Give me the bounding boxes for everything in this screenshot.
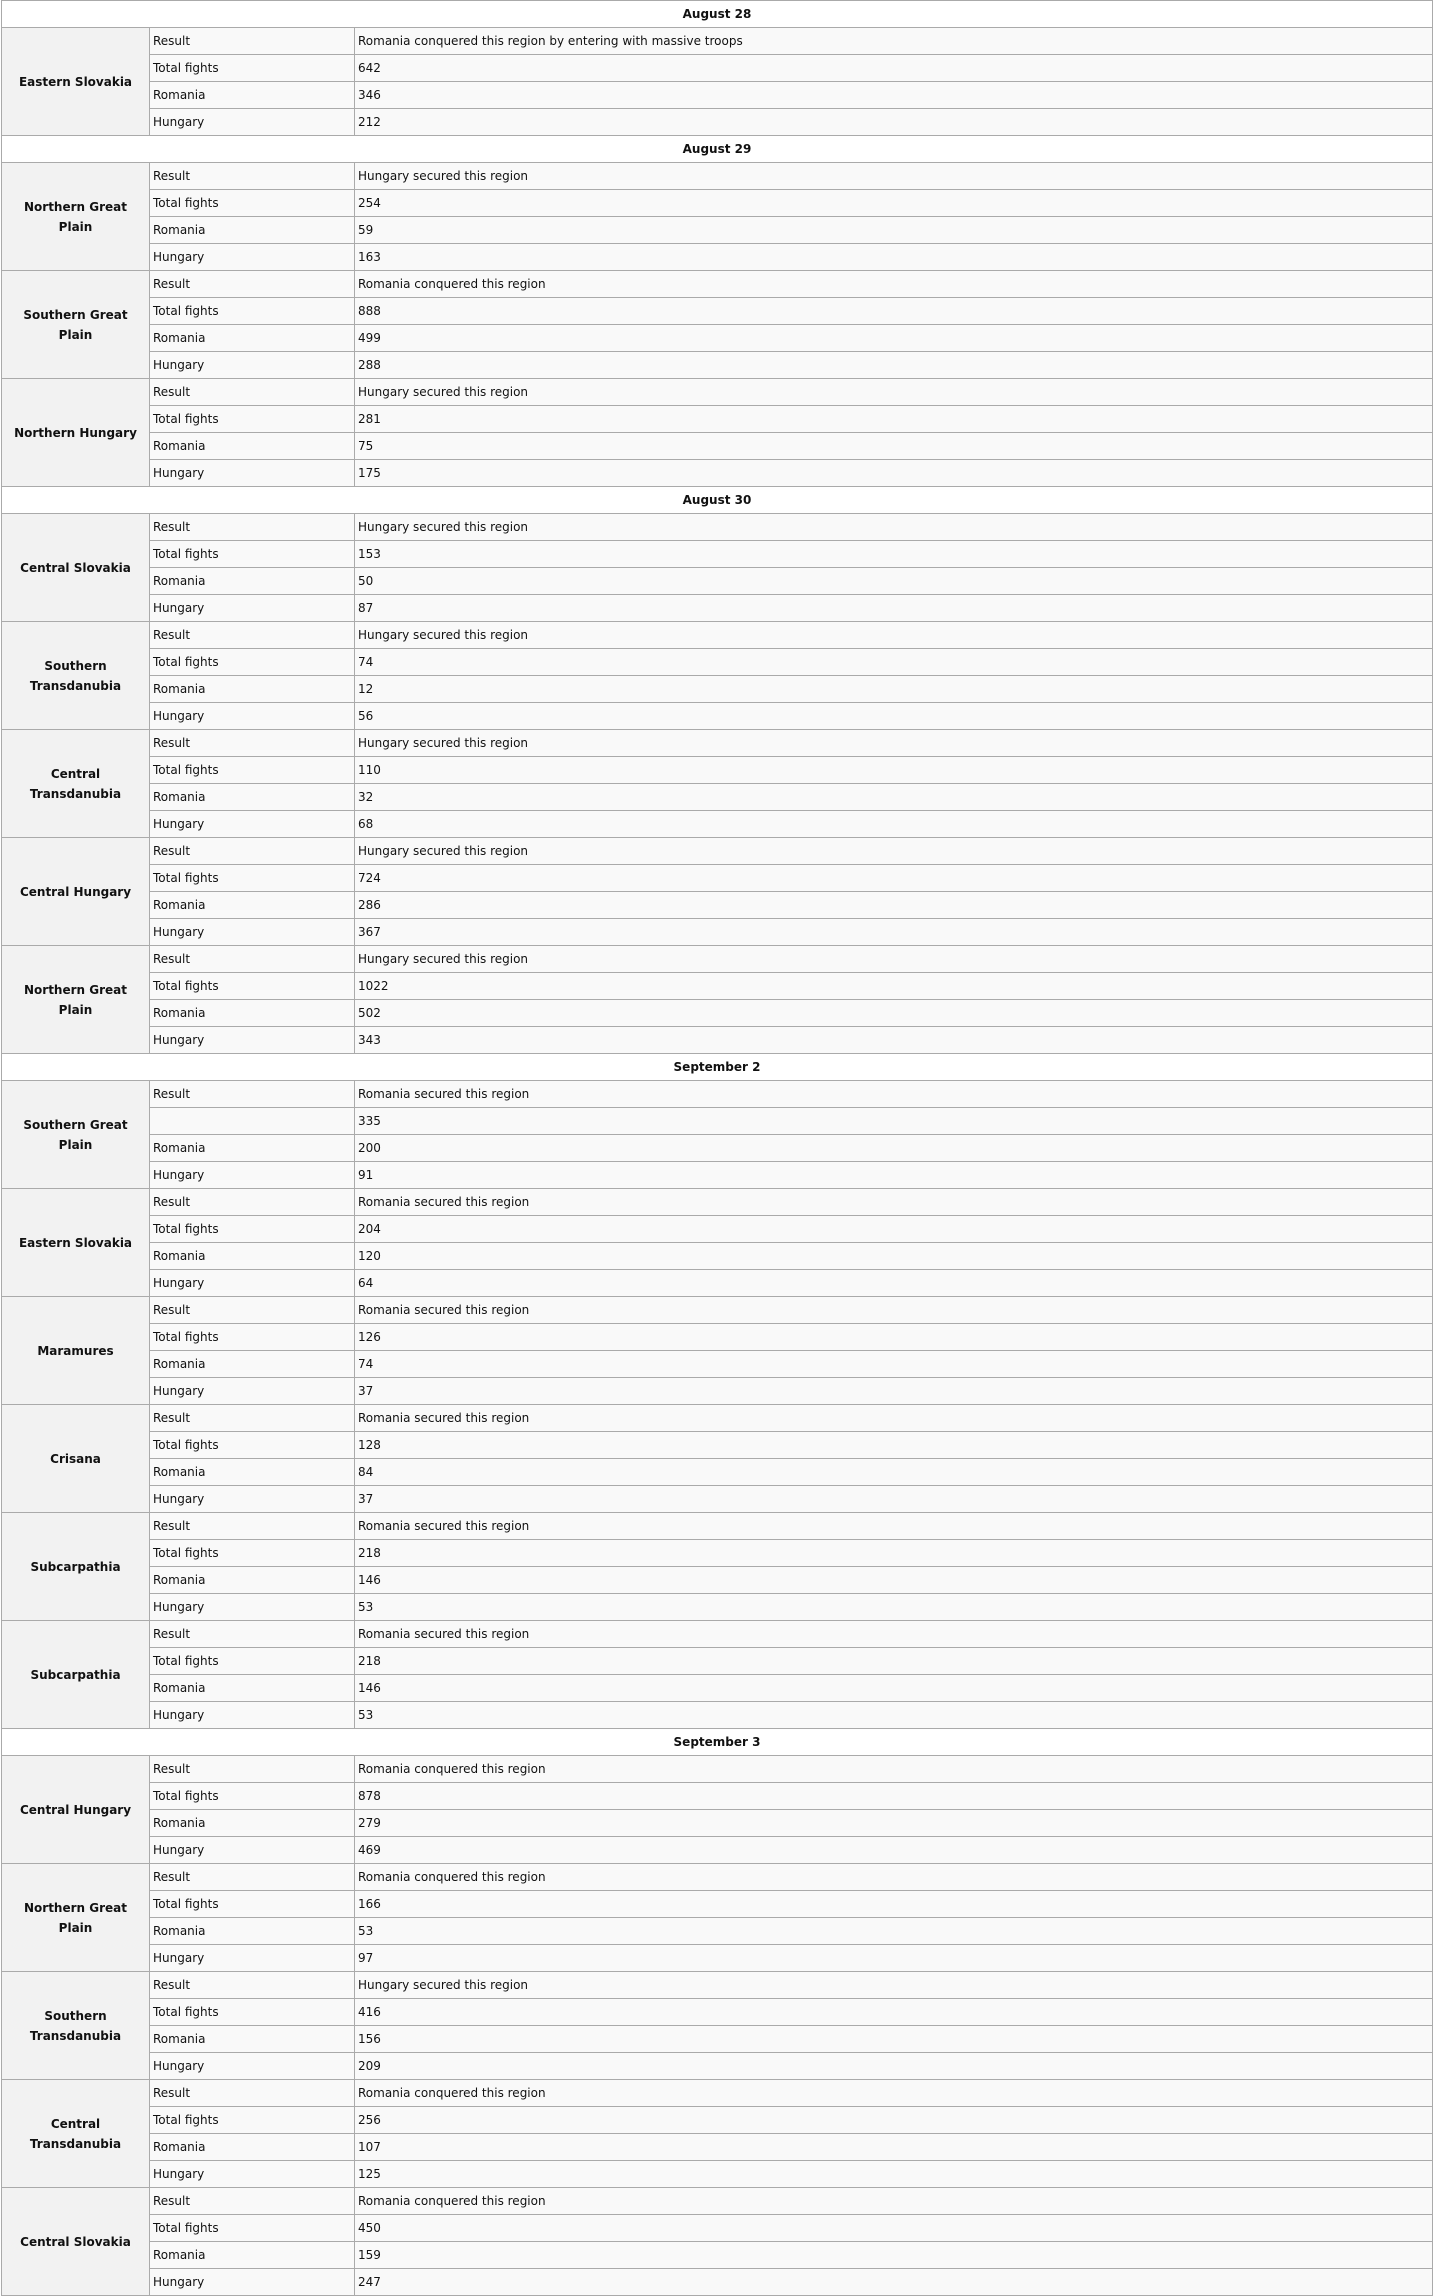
table-row — [2, 460, 1433, 487]
row-value: 37 — [355, 1486, 1433, 1513]
row-value: Romania conquered this region — [355, 2188, 1433, 2215]
row-value: 469 — [355, 1837, 1433, 1864]
row-value: 450 — [355, 2215, 1433, 2242]
row-label: Total fights — [150, 2107, 355, 2134]
row-value: 50 — [355, 568, 1433, 595]
row-value: 286 — [355, 892, 1433, 919]
table-row — [2, 973, 1433, 1000]
row-value: 281 — [355, 406, 1433, 433]
day-header-row — [2, 136, 1433, 163]
table-row — [2, 1891, 1433, 1918]
row-value: 878 — [355, 1783, 1433, 1810]
region-name: Northern Great Plain — [2, 946, 150, 1054]
row-label: Total fights — [150, 2215, 355, 2242]
table-row — [2, 28, 1433, 55]
row-label: Result — [150, 1756, 355, 1783]
table-row — [2, 2107, 1433, 2134]
table-row — [2, 811, 1433, 838]
row-label: Total fights — [150, 298, 355, 325]
row-label: Result — [150, 2188, 355, 2215]
table-row — [2, 55, 1433, 82]
row-value: 367 — [355, 919, 1433, 946]
row-value: Romania conquered this region — [355, 271, 1433, 298]
row-label: Total fights — [150, 55, 355, 82]
day-header-row — [2, 1729, 1433, 1756]
row-value: 37 — [355, 1378, 1433, 1405]
row-label: Hungary — [150, 1270, 355, 1297]
table-row — [2, 838, 1433, 865]
row-label: Hungary — [150, 1378, 355, 1405]
row-label: Romania — [150, 1918, 355, 1945]
row-value: 204 — [355, 1216, 1433, 1243]
row-value: 218 — [355, 1540, 1433, 1567]
region-name: Subcarpathia — [2, 1513, 150, 1621]
region-name: Northern Great Plain — [2, 1864, 150, 1972]
row-value: 56 — [355, 703, 1433, 730]
table-row — [2, 1108, 1433, 1135]
row-label: Hungary — [150, 919, 355, 946]
region-name: Central Slovakia — [2, 2188, 150, 2296]
row-value: 1022 — [355, 973, 1433, 1000]
table-row — [2, 2188, 1433, 2215]
region-name: Northern Hungary — [2, 379, 150, 487]
row-value: Hungary secured this region — [355, 163, 1433, 190]
row-label: Total fights — [150, 1432, 355, 1459]
table-row — [2, 1297, 1433, 1324]
row-label: Romania — [150, 1351, 355, 1378]
table-row — [2, 1540, 1433, 1567]
row-value: Hungary secured this region — [355, 379, 1433, 406]
row-label: Total fights — [150, 190, 355, 217]
table-row — [2, 1756, 1433, 1783]
row-label: Romania — [150, 2026, 355, 2053]
row-label: Hungary — [150, 1027, 355, 1054]
row-label: Romania — [150, 1243, 355, 1270]
table-row — [2, 2053, 1433, 2080]
region-name: Northern Great Plain — [2, 163, 150, 271]
table-row — [2, 1783, 1433, 1810]
row-value: 64 — [355, 1270, 1433, 1297]
row-label: Result — [150, 946, 355, 973]
row-label: Total fights — [150, 1999, 355, 2026]
day-heading: September 2 — [2, 1054, 1433, 1081]
row-value: 642 — [355, 55, 1433, 82]
table-row — [2, 1081, 1433, 1108]
row-label: Result — [150, 514, 355, 541]
row-label: Total fights — [150, 649, 355, 676]
row-value: 87 — [355, 595, 1433, 622]
row-value: 346 — [355, 82, 1433, 109]
row-value: 209 — [355, 2053, 1433, 2080]
region-name: Eastern Slovakia — [2, 28, 150, 136]
row-label: Result — [150, 730, 355, 757]
row-value: 256 — [355, 2107, 1433, 2134]
row-label: Total fights — [150, 1324, 355, 1351]
table-row — [2, 2026, 1433, 2053]
row-label: Result — [150, 1864, 355, 1891]
region-name: Subcarpathia — [2, 1621, 150, 1729]
table-row — [2, 379, 1433, 406]
row-value: 125 — [355, 2161, 1433, 2188]
row-value: 146 — [355, 1675, 1433, 1702]
row-value: 128 — [355, 1432, 1433, 1459]
row-label: Hungary — [150, 2161, 355, 2188]
row-label: Hungary — [150, 1702, 355, 1729]
row-value: Romania secured this region — [355, 1081, 1433, 1108]
row-value: 74 — [355, 649, 1433, 676]
table-row — [2, 1405, 1433, 1432]
row-label: Hungary — [150, 460, 355, 487]
row-label: Result — [150, 838, 355, 865]
region-name: Central Hungary — [2, 838, 150, 946]
table-row — [2, 946, 1433, 973]
row-value: Hungary secured this region — [355, 946, 1433, 973]
row-label: Romania — [150, 325, 355, 352]
row-value: 91 — [355, 1162, 1433, 1189]
row-label: Romania — [150, 1675, 355, 1702]
table-row — [2, 919, 1433, 946]
table-row — [2, 1702, 1433, 1729]
battle-results-body — [2, 1, 1433, 2296]
row-label: Romania — [150, 1135, 355, 1162]
table-row — [2, 298, 1433, 325]
row-value: Romania conquered this region — [355, 1756, 1433, 1783]
row-value: 279 — [355, 1810, 1433, 1837]
table-row — [2, 541, 1433, 568]
row-label: Romania — [150, 1459, 355, 1486]
row-value: Hungary secured this region — [355, 622, 1433, 649]
table-row — [2, 892, 1433, 919]
region-name: Crisana — [2, 1405, 150, 1513]
table-row — [2, 514, 1433, 541]
row-label: Romania — [150, 1810, 355, 1837]
table-row — [2, 1459, 1433, 1486]
table-row — [2, 2161, 1433, 2188]
day-heading: August 28 — [2, 1, 1433, 28]
table-row — [2, 1513, 1433, 1540]
region-name: Southern Transdanubia — [2, 1972, 150, 2080]
row-value: Romania conquered this region — [355, 1864, 1433, 1891]
table-row — [2, 1864, 1433, 1891]
row-label: Result — [150, 1621, 355, 1648]
row-value: Romania secured this region — [355, 1297, 1433, 1324]
row-label: Hungary — [150, 1162, 355, 1189]
row-value: Romania conquered this region by entering with massive troops — [355, 28, 1433, 55]
row-label: Hungary — [150, 595, 355, 622]
row-label: Result — [150, 1189, 355, 1216]
day-header-row — [2, 1, 1433, 28]
row-value: 12 — [355, 676, 1433, 703]
table-row — [2, 1378, 1433, 1405]
region-name: Central Transdanubia — [2, 2080, 150, 2188]
row-value: Hungary secured this region — [355, 838, 1433, 865]
row-label: Result — [150, 271, 355, 298]
row-label: Result — [150, 1081, 355, 1108]
row-value: 120 — [355, 1243, 1433, 1270]
row-label: Result — [150, 1972, 355, 1999]
row-value: 218 — [355, 1648, 1433, 1675]
row-label: Total fights — [150, 541, 355, 568]
table-row — [2, 109, 1433, 136]
row-value: 416 — [355, 1999, 1433, 2026]
region-name: Maramures — [2, 1297, 150, 1405]
row-value: Hungary secured this region — [355, 1972, 1433, 1999]
row-label: Result — [150, 28, 355, 55]
row-label: Hungary — [150, 1945, 355, 1972]
table-row — [2, 1000, 1433, 1027]
row-label: Total fights — [150, 1891, 355, 1918]
table-row — [2, 217, 1433, 244]
row-value: 163 — [355, 244, 1433, 271]
row-label: Hungary — [150, 109, 355, 136]
table-row — [2, 1594, 1433, 1621]
table-row — [2, 1648, 1433, 1675]
row-label — [150, 1108, 355, 1135]
table-row — [2, 1972, 1433, 1999]
row-value: 159 — [355, 2242, 1433, 2269]
row-value: 97 — [355, 1945, 1433, 1972]
row-label: Result — [150, 1297, 355, 1324]
row-label: Result — [150, 163, 355, 190]
table-row — [2, 703, 1433, 730]
row-value: Hungary secured this region — [355, 730, 1433, 757]
table-row — [2, 163, 1433, 190]
row-label: Romania — [150, 1000, 355, 1027]
row-label: Romania — [150, 2242, 355, 2269]
table-row — [2, 1621, 1433, 1648]
day-heading: August 30 — [2, 487, 1433, 514]
row-value: 59 — [355, 217, 1433, 244]
row-label: Total fights — [150, 1648, 355, 1675]
row-label: Hungary — [150, 1594, 355, 1621]
table-row — [2, 649, 1433, 676]
row-value: 84 — [355, 1459, 1433, 1486]
row-label: Result — [150, 379, 355, 406]
row-value: Romania secured this region — [355, 1405, 1433, 1432]
table-row — [2, 1243, 1433, 1270]
row-value: Hungary secured this region — [355, 514, 1433, 541]
table-row — [2, 1999, 1433, 2026]
day-header-row — [2, 487, 1433, 514]
row-label: Hungary — [150, 1486, 355, 1513]
row-label: Hungary — [150, 2269, 355, 2296]
day-heading: September 3 — [2, 1729, 1433, 1756]
table-row — [2, 271, 1433, 298]
row-label: Hungary — [150, 2053, 355, 2080]
table-row — [2, 244, 1433, 271]
row-value: Romania secured this region — [355, 1189, 1433, 1216]
table-row — [2, 190, 1433, 217]
table-row — [2, 1432, 1433, 1459]
row-value: 166 — [355, 1891, 1433, 1918]
table-row — [2, 1675, 1433, 1702]
table-row — [2, 406, 1433, 433]
row-value: 53 — [355, 1594, 1433, 1621]
table-row — [2, 1945, 1433, 1972]
table-row — [2, 1189, 1433, 1216]
row-label: Romania — [150, 568, 355, 595]
region-name: Southern Great Plain — [2, 271, 150, 379]
row-value: 254 — [355, 190, 1433, 217]
table-row — [2, 1270, 1433, 1297]
table-row — [2, 2215, 1433, 2242]
row-label: Hungary — [150, 703, 355, 730]
row-label: Total fights — [150, 865, 355, 892]
table-row — [2, 2242, 1433, 2269]
row-label: Romania — [150, 676, 355, 703]
row-label: Romania — [150, 784, 355, 811]
row-value: 888 — [355, 298, 1433, 325]
row-label: Result — [150, 2080, 355, 2107]
row-value: 110 — [355, 757, 1433, 784]
table-row — [2, 1486, 1433, 1513]
row-value: 32 — [355, 784, 1433, 811]
row-label: Romania — [150, 433, 355, 460]
row-value: Romania secured this region — [355, 1513, 1433, 1540]
region-name: Southern Great Plain — [2, 1081, 150, 1189]
table-row — [2, 595, 1433, 622]
row-value: 335 — [355, 1108, 1433, 1135]
table-row — [2, 1351, 1433, 1378]
row-value: 126 — [355, 1324, 1433, 1351]
row-label: Romania — [150, 82, 355, 109]
region-name: Southern Transdanubia — [2, 622, 150, 730]
row-label: Result — [150, 622, 355, 649]
row-value: 146 — [355, 1567, 1433, 1594]
row-value: Romania secured this region — [355, 1621, 1433, 1648]
row-value: 499 — [355, 325, 1433, 352]
row-label: Romania — [150, 217, 355, 244]
row-value: 502 — [355, 1000, 1433, 1027]
table-row — [2, 2134, 1433, 2161]
table-row — [2, 1135, 1433, 1162]
region-name: Central Transdanubia — [2, 730, 150, 838]
day-header-row — [2, 1054, 1433, 1081]
table-row — [2, 730, 1433, 757]
table-row — [2, 1918, 1433, 1945]
row-value: 53 — [355, 1702, 1433, 1729]
table-row — [2, 622, 1433, 649]
table-row — [2, 1567, 1433, 1594]
table-row — [2, 1324, 1433, 1351]
row-value: 75 — [355, 433, 1433, 460]
row-value: 153 — [355, 541, 1433, 568]
row-label: Hungary — [150, 1837, 355, 1864]
row-label: Total fights — [150, 757, 355, 784]
row-label: Total fights — [150, 1783, 355, 1810]
table-row — [2, 325, 1433, 352]
row-value: 247 — [355, 2269, 1433, 2296]
table-row — [2, 433, 1433, 460]
row-label: Hungary — [150, 811, 355, 838]
region-name: Central Slovakia — [2, 514, 150, 622]
table-row — [2, 865, 1433, 892]
row-label: Romania — [150, 892, 355, 919]
row-label: Hungary — [150, 244, 355, 271]
row-label: Romania — [150, 1567, 355, 1594]
row-label: Hungary — [150, 352, 355, 379]
row-label: Total fights — [150, 1540, 355, 1567]
row-label: Total fights — [150, 973, 355, 1000]
row-value: 212 — [355, 109, 1433, 136]
row-label: Total fights — [150, 406, 355, 433]
row-value: Romania conquered this region — [355, 2080, 1433, 2107]
row-label: Romania — [150, 2134, 355, 2161]
row-value: 288 — [355, 352, 1433, 379]
table-row — [2, 1027, 1433, 1054]
table-row — [2, 2080, 1433, 2107]
row-value: 724 — [355, 865, 1433, 892]
table-row — [2, 568, 1433, 595]
row-value: 343 — [355, 1027, 1433, 1054]
region-name: Eastern Slovakia — [2, 1189, 150, 1297]
region-name: Central Hungary — [2, 1756, 150, 1864]
table-row — [2, 2269, 1433, 2296]
row-value: 68 — [355, 811, 1433, 838]
row-value: 74 — [355, 1351, 1433, 1378]
row-value: 156 — [355, 2026, 1433, 2053]
row-value: 200 — [355, 1135, 1433, 1162]
table-row — [2, 352, 1433, 379]
table-row — [2, 1162, 1433, 1189]
table-row — [2, 1216, 1433, 1243]
row-label: Result — [150, 1405, 355, 1432]
table-row — [2, 757, 1433, 784]
row-value: 107 — [355, 2134, 1433, 2161]
day-heading: August 29 — [2, 136, 1433, 163]
table-row — [2, 82, 1433, 109]
battle-results-table — [1, 0, 1433, 2296]
row-value: 53 — [355, 1918, 1433, 1945]
row-value: 175 — [355, 460, 1433, 487]
table-row — [2, 1837, 1433, 1864]
table-row — [2, 784, 1433, 811]
table-row — [2, 1810, 1433, 1837]
table-row — [2, 676, 1433, 703]
row-label: Result — [150, 1513, 355, 1540]
row-label: Total fights — [150, 1216, 355, 1243]
